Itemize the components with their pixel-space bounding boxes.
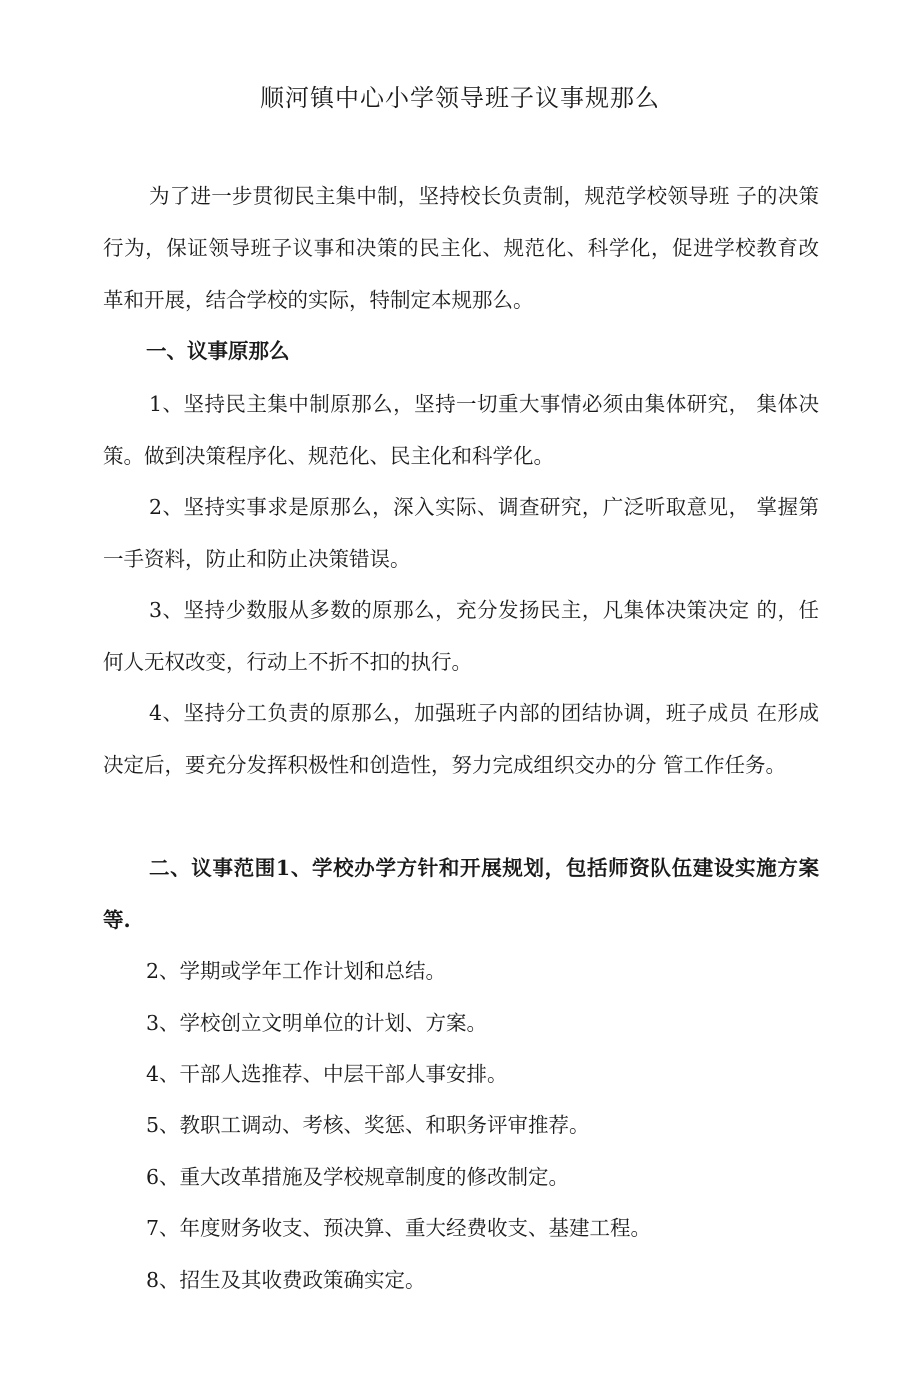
principle-item: 3、坚持少数服从多数的原那么，充分发扬民主，凡集体决策决定 的，任何人无权改变，行动上不折不扣的执行。 bbox=[103, 598, 819, 674]
section2-heading: 二、议事范围1、学校办学方针和开展规划，包括师资队伍建设实施方案等. bbox=[103, 856, 819, 932]
scope-item: 6、重大改革措施及学校规章制度的修改制定。 bbox=[146, 1165, 570, 1189]
principle-item: 1、坚持民主集中制原那么，坚持一切重大事情必须由集体研究， 集体决策。做到决策程序化、规范化、民主化和科学化。 bbox=[103, 392, 819, 468]
scope-item: 4、干部人选推荐、中层干部人事安排。 bbox=[146, 1062, 508, 1086]
principle-item: 4、坚持分工负责的原那么，加强班子内部的团结协调，班子成员 在形成决定后，要充分发挥积极性和创造性，努力完成组织交办的分 管工作任务。 bbox=[103, 701, 819, 777]
scope-item: 7、年度财务收支、预决算、重大经费收支、基建工程。 bbox=[146, 1216, 652, 1240]
section1-heading: 一、议事原那么 bbox=[146, 339, 290, 363]
scope-item: 5、教职工调动、考核、奖惩、和职务评审推荐。 bbox=[146, 1113, 590, 1137]
intro-paragraph: 为了进一步贯彻民主集中制，坚持校长负责制，规范学校领导班 子的决策行为，保证领导班子议事和决策的民主化、规范化、科学化，促进学校教育改革和开展，结合学校的实际，特制定本规那么。 bbox=[103, 184, 819, 312]
scope-item: 2、学期或学年工作计划和总结。 bbox=[146, 959, 447, 983]
scope-item: 3、学校创立文明单位的计划、方案。 bbox=[146, 1011, 488, 1035]
document-title: 顺河镇中心小学领导班子议事规那么 bbox=[260, 84, 660, 112]
scope-item: 8、招生及其收费政策确实定。 bbox=[146, 1268, 426, 1292]
principle-item: 2、坚持实事求是原那么，深入实际、调查研究，广泛听取意见， 掌握第一手资料，防止和防止决策错误。 bbox=[103, 495, 819, 571]
